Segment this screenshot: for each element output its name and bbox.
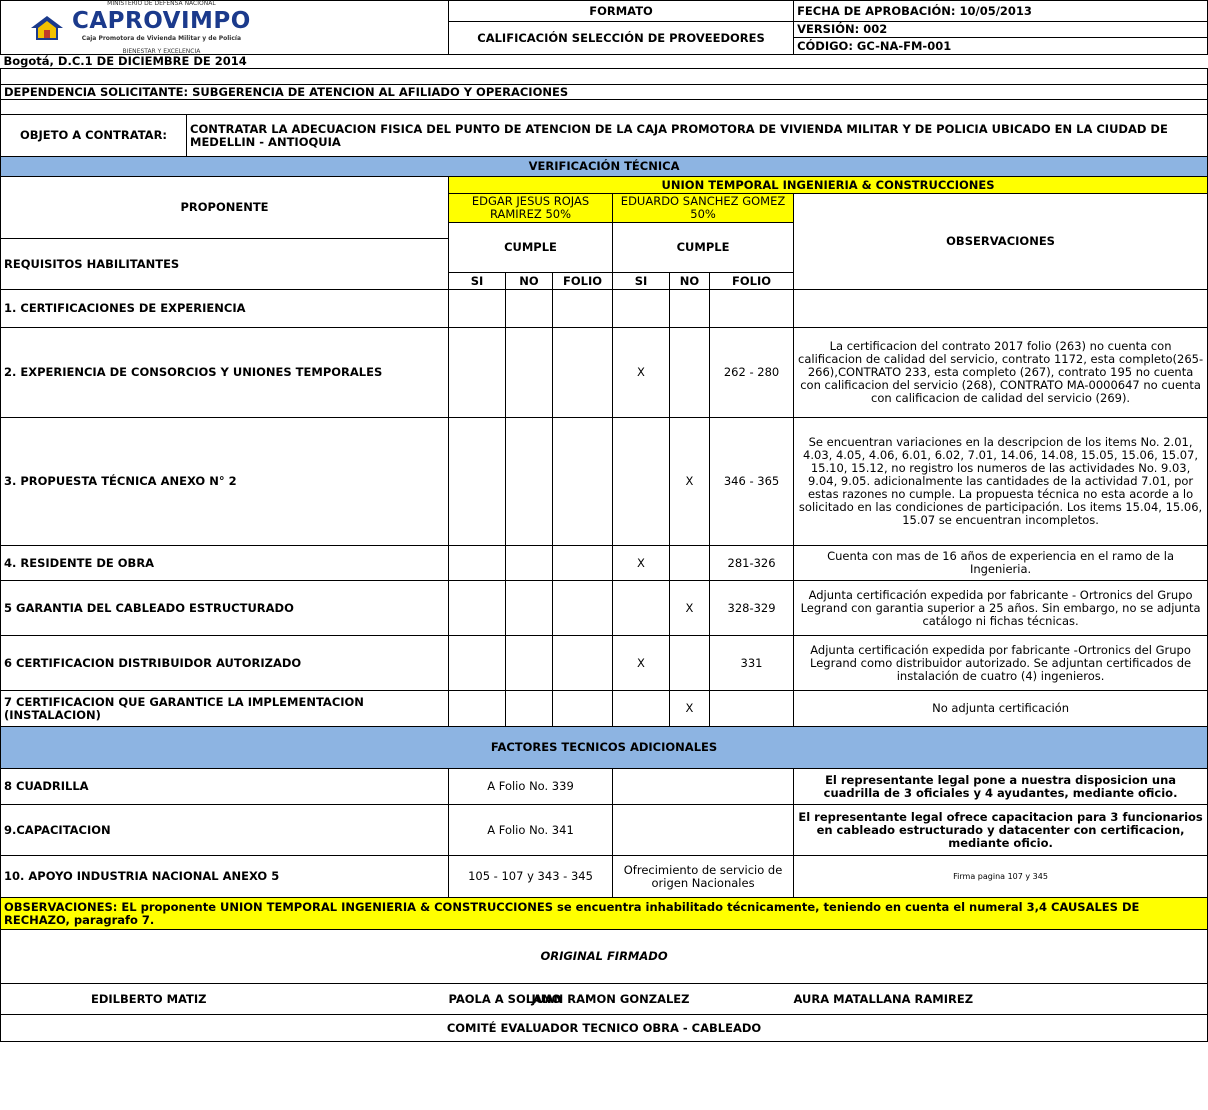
requirement-label: 7 CERTIFICACION QUE GARANTICE LA IMPLEMENTACION (INSTALACION) (1, 691, 449, 727)
logo-cell (1, 1, 449, 55)
spacer (1, 69, 1208, 85)
verificacion-title: VERIFICACIÓN TÉCNICA (1, 157, 1208, 177)
no-cell (506, 328, 553, 418)
folio-cell: 331 (710, 636, 794, 691)
logo-name: CAPROVIMPO (72, 8, 251, 34)
factor-extra: Ofrecimiento de servicio de origen Nacionales (613, 856, 794, 898)
si-cell (613, 691, 670, 727)
signer-pair (531, 984, 1208, 1015)
requirement-label: 3. PROPUESTA TÉCNICA ANEXO N° 2 (1, 418, 449, 546)
no-cell (506, 581, 553, 636)
member-2: EDUARDO SANCHEZ GOMEZ 50% (613, 194, 794, 223)
si-cell: X (613, 546, 670, 581)
folio-cell: 328-329 (710, 581, 794, 636)
original-signed: ORIGINAL FIRMADO (1, 930, 1208, 984)
folio-header-2: FOLIO (710, 273, 794, 290)
si-cell (613, 581, 670, 636)
table-row (1, 636, 1208, 691)
folio-header-1: FOLIO (553, 273, 613, 290)
no-cell: X (670, 418, 710, 546)
logo-motto: BIENESTAR Y EXCELENCIA (122, 48, 201, 55)
final-observation: OBSERVACIONES: EL proponente UNION TEMPORAL INGENIERIA & CONSTRUCCIONES se encuentra inhabilitado técnicamente, teniendo en cuenta el numeral 3,4 CAUSALES DE RECHAZO, paragrafo 7. (1, 898, 1208, 930)
si-cell (449, 290, 506, 328)
place-date: Bogotá, D.C.1 DE DICIEMBRE DE 2014 (1, 55, 1208, 69)
si-cell (449, 581, 506, 636)
folio-cell (553, 581, 613, 636)
table-row (1, 805, 1208, 856)
form-code: CÓDIGO: GC-NA-FM-001 (794, 38, 1208, 55)
folio-cell (553, 546, 613, 581)
signer: AURA MATALLANA RAMIREZ (793, 991, 974, 1006)
folio-cell (553, 328, 613, 418)
observation-cell (794, 290, 1208, 328)
logo-subtitle: Caja Promotora de Vivienda Militar y de Policía (81, 35, 242, 42)
formato-label: FORMATO (449, 1, 794, 22)
factor-label: 9.CAPACITACION (1, 805, 449, 856)
approval-date: FECHA DE APROBACIÓN: 10/05/2013 (794, 1, 1208, 22)
si-header-1: SI (449, 273, 506, 290)
requirement-label: 5 GARANTIA DEL CABLEADO ESTRUCTURADO (1, 581, 449, 636)
folio-cell (710, 691, 794, 727)
no-cell (506, 691, 553, 727)
requirement-label: 2. EXPERIENCIA DE CONSORCIOS Y UNIONES TEMPORALES (1, 328, 449, 418)
cumple-header-2: CUMPLE (613, 223, 794, 273)
si-cell (613, 418, 670, 546)
no-cell (670, 636, 710, 691)
factor-label: 10. APOYO INDUSTRIA NACIONAL ANEXO 5 (1, 856, 449, 898)
no-cell (506, 636, 553, 691)
signer: JUAN RAMON GONZALEZ (531, 991, 690, 1006)
cumple-header-1: CUMPLE (449, 223, 613, 273)
observation-cell: La certificacion del contrato 2017 folio (263) no cuenta con calificacion de calidad del servicio, contrato 1172, esta completo(265-266),CONTRATO 233, esta completo (267), contrato 195 no cuenta con calificacion del servicio (268), CONTRATO MA-0000647 no cuenta con calificacion de calidad del servicio (269). (794, 328, 1208, 418)
form-title: CALIFICACIÓN SELECCIÓN DE PROVEEDORES (449, 22, 794, 55)
folio-cell (553, 636, 613, 691)
no-cell (670, 290, 710, 328)
table-row (1, 769, 1208, 805)
spacer (1, 100, 1208, 115)
no-header-1: NO (506, 273, 553, 290)
observation-cell: Cuenta con mas de 16 años de experiencia en el ramo de la Ingenieria. (794, 546, 1208, 581)
observation-cell: Se encuentran variaciones en la descripcion de los items No. 2.01, 4.03, 4.05, 4.06, 6.01, 6.02, 7.01, 14.06, 14.08, 15.05, 15.06, 15.07, 15.10, 15.12, no registro los numeros de las actividades No. 9.03, 9.04, 9.05. adicionalmente las cantidades de la actividad 7.01, por estas razones no cumple. La propuesta técnica no esta acorde a lo solicitado en las condiciones de participación. Los items 15.04, 15.06, 15.07 se encuentran incompletos. (794, 418, 1208, 546)
si-header-2: SI (613, 273, 670, 290)
member-1: EDGAR JESUS ROJAS RAMIREZ 50% (449, 194, 613, 223)
no-cell: X (670, 581, 710, 636)
table-row (1, 418, 1208, 546)
si-cell: X (613, 636, 670, 691)
si-cell (613, 290, 670, 328)
observation-cell: Adjunta certificación expedida por fabricante -Ortronics del Grupo Legrand como distribuidor autorizado. Se adjuntan certificados de instalación de cuatro (4) ingenieros. (794, 636, 1208, 691)
factor-extra (613, 805, 794, 856)
requirement-label: 4. RESIDENTE DE OBRA (1, 546, 449, 581)
signers-row (1, 984, 1208, 1015)
table-row (1, 328, 1208, 418)
house-emblem-icon (30, 15, 64, 41)
folio-cell: 281-326 (710, 546, 794, 581)
requirement-label: 6 CERTIFICACION DISTRIBUIDOR AUTORIZADO (1, 636, 449, 691)
no-cell (506, 418, 553, 546)
folio-cell: 346 - 365 (710, 418, 794, 546)
table-row (1, 581, 1208, 636)
folio-cell (553, 290, 613, 328)
requisitos-header: REQUISITOS HABILITANTES (1, 239, 449, 290)
factor-folio: A Folio No. 341 (449, 805, 613, 856)
signer: EDILBERTO MATIZ (1, 984, 449, 1015)
table-row (1, 856, 1208, 898)
si-cell (449, 691, 506, 727)
si-cell (449, 546, 506, 581)
no-cell (506, 290, 553, 328)
table-row (1, 546, 1208, 581)
factor-observation: El representante legal ofrece capacitacion para 3 funcionarios en cableado estructurado y datacenter con certificacion, mediante oficio. (794, 805, 1208, 856)
factores-title: FACTORES TECNICOS ADICIONALES (1, 727, 1208, 769)
si-cell: X (613, 328, 670, 418)
folio-cell (553, 418, 613, 546)
folio-cell: 262 - 280 (710, 328, 794, 418)
no-header-2: NO (670, 273, 710, 290)
factor-observation: Firma pagina 107 y 345 (794, 856, 1208, 898)
table-row (1, 290, 1208, 328)
union-name: UNION TEMPORAL INGENIERIA & CONSTRUCCIONES (449, 177, 1208, 194)
objeto-label: OBJETO A CONTRATAR: (1, 115, 187, 157)
factor-folio: 105 - 107 y 343 - 345 (449, 856, 613, 898)
table-row (1, 691, 1208, 727)
si-cell (449, 636, 506, 691)
caprovimpo-logo (4, 0, 445, 55)
no-cell: X (670, 691, 710, 727)
folio-cell (710, 290, 794, 328)
factor-folio: A Folio No. 339 (449, 769, 613, 805)
dependencia: DEPENDENCIA SOLICITANTE: SUBGERENCIA DE ATENCION AL AFILIADO Y OPERACIONES (1, 85, 1208, 100)
factor-observation: El representante legal pone a nuestra disposicion una cuadrilla de 3 oficiales y 4 ayudantes, mediante oficio. (794, 769, 1208, 805)
signer: PAOLA A SOLANO (448, 991, 562, 1006)
version: VERSIÓN: 002 (794, 22, 1208, 38)
no-cell (506, 546, 553, 581)
logo-ministry: MINISTERIO DE DEFENSA NACIONAL (107, 0, 216, 7)
committee: COMITÉ EVALUADOR TECNICO OBRA - CABLEADO (1, 1015, 1208, 1042)
folio-cell (553, 691, 613, 727)
requirement-label: 1. CERTIFICACIONES DE EXPERIENCIA (1, 290, 449, 328)
observation-cell: Adjunta certificación expedida por fabricante - Ortronics del Grupo Legrand con garantia superior a 25 años. Sin embargo, no se adjunta catálogo ni fichas técnicas. (794, 581, 1208, 636)
observaciones-header: OBSERVACIONES (794, 194, 1208, 290)
objeto-text: CONTRATAR LA ADECUACION FISICA DEL PUNTO DE ATENCION DE LA CAJA PROMOTORA DE VIVIENDA MILITAR Y DE POLICIA UBICADO EN LA CIUDAD DE MEDELLIN - ANTIOQUIA (187, 115, 1208, 157)
si-cell (449, 328, 506, 418)
no-cell (670, 328, 710, 418)
no-cell (670, 546, 710, 581)
factor-label: 8 CUADRILLA (1, 769, 449, 805)
factor-extra (613, 769, 794, 805)
observation-cell: No adjunta certificación (794, 691, 1208, 727)
si-cell (449, 418, 506, 546)
proponente-header: PROPONENTE (1, 177, 449, 239)
